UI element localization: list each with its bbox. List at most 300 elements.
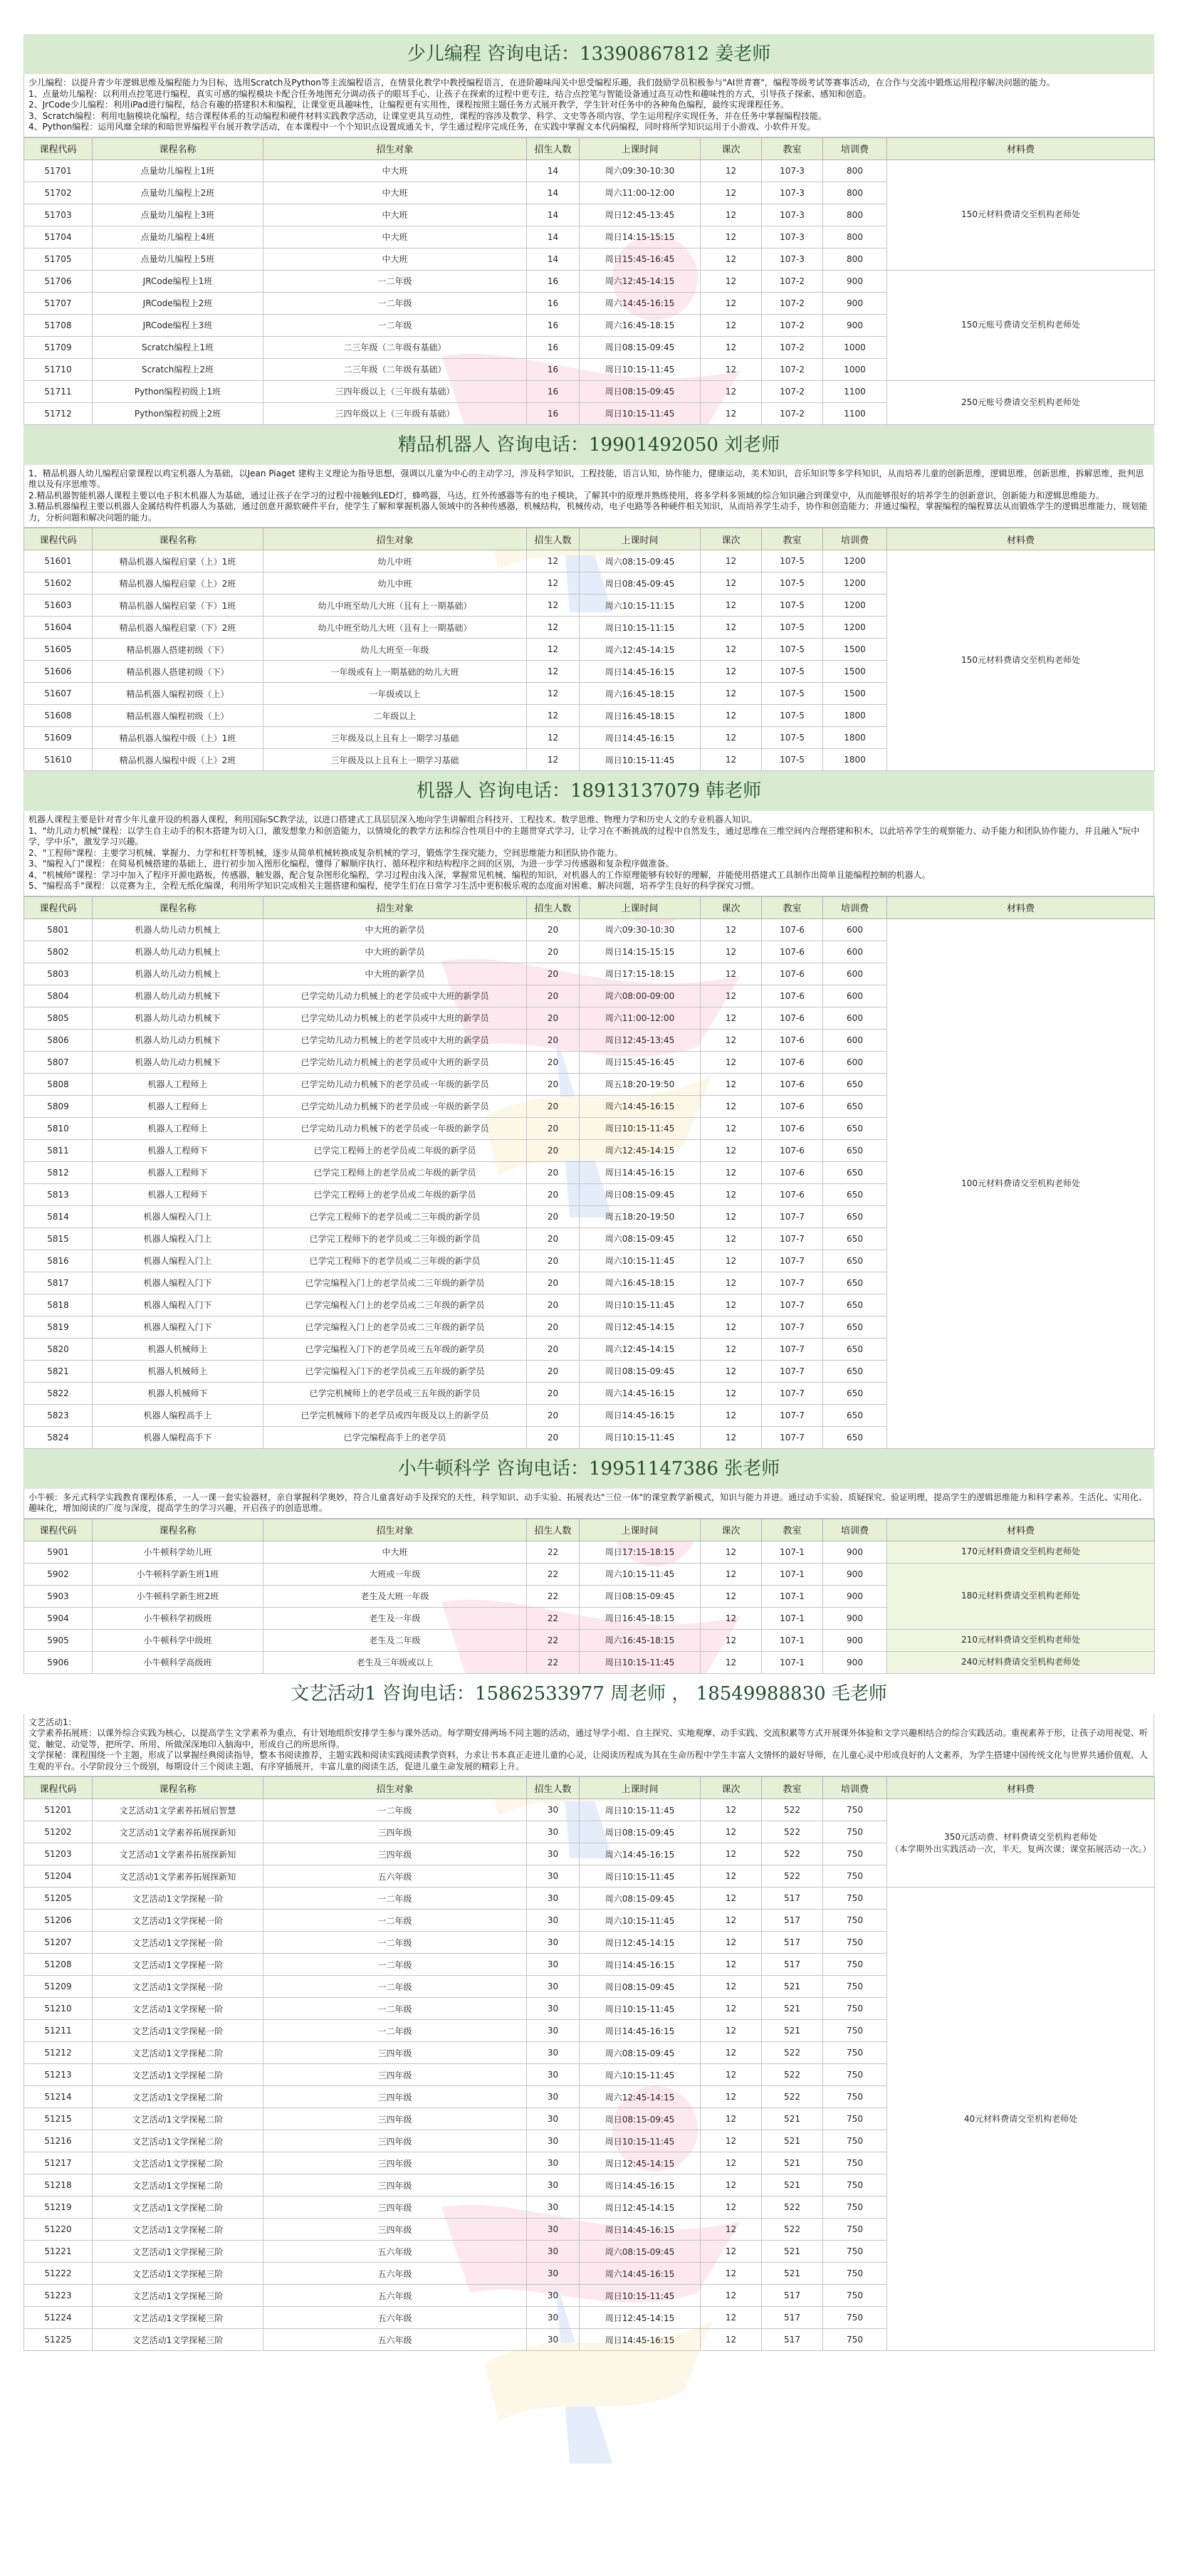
course-code-cell: 5902 bbox=[24, 1563, 93, 1585]
sessions-cell: 12 bbox=[701, 1629, 762, 1651]
column-header: 招生对象 bbox=[263, 1519, 527, 1541]
time-cell: 周日14:45-16:15 bbox=[580, 2174, 701, 2197]
sessions-cell: 12 bbox=[701, 1541, 762, 1563]
target-cell: 已学完幼儿动力机械上的老学员或中大班的新学员 bbox=[263, 1029, 527, 1051]
target-cell: 一二年级 bbox=[263, 292, 527, 314]
time-cell: 周日16:45-18:15 bbox=[580, 1607, 701, 1629]
tuition-cell: 750 bbox=[823, 2263, 887, 2285]
classroom-cell: 107-6 bbox=[762, 1051, 823, 1073]
classroom-cell: 107-6 bbox=[762, 963, 823, 985]
course-code-cell: 51706 bbox=[24, 270, 93, 292]
classroom-cell: 521 bbox=[762, 2130, 823, 2152]
course-name-cell: 机器人编程入门下 bbox=[93, 1294, 263, 1316]
classroom-cell: 107-7 bbox=[762, 1272, 823, 1294]
course-name-cell: 文艺活动1文学探秘一阶 bbox=[93, 1888, 263, 1910]
column-header: 材料费 bbox=[887, 1777, 1155, 1799]
capacity-cell: 30 bbox=[527, 1888, 580, 1910]
capacity-cell: 20 bbox=[527, 1227, 580, 1250]
column-header: 课次 bbox=[701, 1519, 762, 1541]
tuition-cell: 900 bbox=[823, 1585, 887, 1607]
classroom-cell: 107-6 bbox=[762, 941, 823, 963]
target-cell: 已学完工程师上的老学员或二年级的新学员 bbox=[263, 1161, 527, 1183]
course-code-cell: 5904 bbox=[24, 1607, 93, 1629]
classroom-cell: 107-6 bbox=[762, 985, 823, 1007]
target-cell: 三四年级 bbox=[263, 2130, 527, 2152]
classroom-cell: 107-5 bbox=[762, 661, 823, 683]
time-cell: 周日10:15-11:45 bbox=[580, 1426, 701, 1448]
course-name-cell: 机器人编程高手下 bbox=[93, 1426, 263, 1448]
classroom-cell: 107-2 bbox=[762, 380, 823, 402]
target-cell: 已学完工程师上的老学员或二年级的新学员 bbox=[263, 1183, 527, 1205]
course-name-cell: 小牛顿科学新生班1班 bbox=[93, 1563, 263, 1585]
time-cell: 周日10:15-11:45 bbox=[580, 1865, 701, 1888]
capacity-cell: 30 bbox=[527, 2285, 580, 2307]
capacity-cell: 14 bbox=[527, 159, 580, 182]
course-code-cell: 51608 bbox=[24, 705, 93, 727]
classroom-cell: 517 bbox=[762, 2329, 823, 2351]
tuition-cell: 1500 bbox=[823, 661, 887, 683]
column-header: 培训费 bbox=[823, 896, 887, 918]
target-cell: 中大班的新学员 bbox=[263, 918, 527, 941]
sessions-cell: 12 bbox=[701, 159, 762, 182]
material-fee-cell: 240元材料费请交至机构老师处 bbox=[887, 1651, 1155, 1673]
course-name-cell: 精品机器人编程启蒙（上）1班 bbox=[93, 550, 263, 572]
course-code-cell: 5808 bbox=[24, 1073, 93, 1095]
target-cell: 一年级或以上 bbox=[263, 683, 527, 705]
classroom-cell: 521 bbox=[762, 1976, 823, 1998]
sessions-cell: 12 bbox=[701, 314, 762, 336]
course-name-cell: 点量幼儿编程上2班 bbox=[93, 182, 263, 204]
target-cell: 三四年级 bbox=[263, 2152, 527, 2174]
target-cell: 中大班 bbox=[263, 1541, 527, 1563]
time-cell: 周六08:15-09:45 bbox=[580, 2042, 701, 2064]
classroom-cell: 517 bbox=[762, 1954, 823, 1976]
course-name-cell: 机器人幼儿动力机械下 bbox=[93, 1051, 263, 1073]
course-name-cell: 文艺活动1文学探秘二阶 bbox=[93, 2197, 263, 2219]
section-newton-science bbox=[23, 1449, 1154, 1674]
capacity-cell: 30 bbox=[527, 2108, 580, 2130]
time-cell: 周六14:45-16:15 bbox=[580, 1382, 701, 1404]
capacity-cell: 30 bbox=[527, 2064, 580, 2086]
classroom-cell: 107-1 bbox=[762, 1541, 823, 1563]
sessions-cell: 12 bbox=[701, 2263, 762, 2285]
time-cell: 周日14:45-16:15 bbox=[580, 2219, 701, 2241]
sessions-cell: 12 bbox=[701, 572, 762, 595]
target-cell: 已学完编程入门上的老学员或二三年级的新学员 bbox=[263, 1294, 527, 1316]
course-name-cell: 文艺活动1文学探秘一阶 bbox=[93, 1998, 263, 2020]
material-fee-cell: 170元材料费请交至机构老师处 bbox=[887, 1541, 1155, 1563]
tuition-cell: 750 bbox=[823, 2086, 887, 2108]
capacity-cell: 20 bbox=[527, 1117, 580, 1139]
classroom-cell: 521 bbox=[762, 2108, 823, 2130]
material-fee-cell: 210元材料费请交至机构老师处 bbox=[887, 1629, 1155, 1651]
target-cell: 三四年级 bbox=[263, 2174, 527, 2197]
column-header: 课程名称 bbox=[93, 896, 263, 918]
target-cell: 五六年级 bbox=[263, 2263, 527, 2285]
tuition-cell: 900 bbox=[823, 292, 887, 314]
course-name-cell: 机器人编程高手上 bbox=[93, 1404, 263, 1426]
course-code-cell: 51211 bbox=[24, 2020, 93, 2042]
course-name-cell: 文艺活动1文学探秘一阶 bbox=[93, 2020, 263, 2042]
capacity-cell: 20 bbox=[527, 1426, 580, 1448]
time-cell: 周日08:45-09:45 bbox=[580, 572, 701, 595]
classroom-cell: 517 bbox=[762, 2307, 823, 2329]
tuition-cell: 750 bbox=[823, 1888, 887, 1910]
course-table bbox=[23, 528, 1155, 771]
classroom-cell: 107-2 bbox=[762, 270, 823, 292]
course-code-cell: 51218 bbox=[24, 2174, 93, 2197]
sessions-cell: 12 bbox=[701, 1426, 762, 1448]
sessions-cell: 12 bbox=[701, 1865, 762, 1888]
sessions-cell: 12 bbox=[701, 1294, 762, 1316]
capacity-cell: 22 bbox=[527, 1629, 580, 1651]
time-cell: 周日14:45-16:15 bbox=[580, 727, 701, 749]
target-cell: 三四年级 bbox=[263, 2086, 527, 2108]
target-cell: 幼儿中班至幼儿大班（且有上一期基础） bbox=[263, 595, 527, 617]
column-header: 培训费 bbox=[823, 1777, 887, 1799]
target-cell: 五六年级 bbox=[263, 2241, 527, 2263]
course-name-cell: 机器人工程师下 bbox=[93, 1183, 263, 1205]
table-row bbox=[24, 270, 1155, 292]
capacity-cell: 30 bbox=[527, 1843, 580, 1865]
tuition-cell: 650 bbox=[823, 1139, 887, 1161]
sessions-cell: 12 bbox=[701, 1316, 762, 1338]
material-fee-cell: 250元账号费请交至机构老师处 bbox=[887, 380, 1155, 424]
classroom-cell: 107-6 bbox=[762, 1183, 823, 1205]
time-cell: 周日10:15-11:45 bbox=[580, 1294, 701, 1316]
course-name-cell: 精品机器人编程启蒙（下）1班 bbox=[93, 595, 263, 617]
capacity-cell: 16 bbox=[527, 270, 580, 292]
time-cell: 周日08:15-09:45 bbox=[580, 2108, 701, 2130]
tuition-cell: 750 bbox=[823, 1954, 887, 1976]
tuition-cell: 750 bbox=[823, 2174, 887, 2197]
course-name-cell: 机器人幼儿动力机械上 bbox=[93, 963, 263, 985]
time-cell: 周日15:45-16:45 bbox=[580, 1051, 701, 1073]
sessions-cell: 12 bbox=[701, 639, 762, 661]
capacity-cell: 20 bbox=[527, 1029, 580, 1051]
classroom-cell: 107-7 bbox=[762, 1294, 823, 1316]
target-cell: 五六年级 bbox=[263, 1865, 527, 1888]
classroom-cell: 517 bbox=[762, 1888, 823, 1910]
target-cell: 一二年级 bbox=[263, 270, 527, 292]
section-premium-robotics bbox=[23, 425, 1154, 772]
time-cell: 周日12:45-13:45 bbox=[580, 1029, 701, 1051]
sessions-cell: 12 bbox=[701, 292, 762, 314]
tuition-cell: 750 bbox=[823, 2219, 887, 2241]
classroom-cell: 107-7 bbox=[762, 1338, 823, 1360]
capacity-cell: 30 bbox=[527, 2263, 580, 2285]
time-cell: 周五18:20-19:50 bbox=[580, 1073, 701, 1095]
tuition-cell: 750 bbox=[823, 2108, 887, 2130]
time-cell: 周日14:45-16:15 bbox=[580, 1404, 701, 1426]
time-cell: 周六10:15-11:15 bbox=[580, 595, 701, 617]
capacity-cell: 30 bbox=[527, 2042, 580, 2064]
time-cell: 周日14:15-15:15 bbox=[580, 941, 701, 963]
material-fee-cell: 150元材料费请交至机构老师处 bbox=[887, 550, 1155, 771]
section-programming bbox=[23, 34, 1154, 425]
target-cell: 已学完幼儿动力机械上的老学员或中大班的新学员 bbox=[263, 1007, 527, 1029]
classroom-cell: 107-7 bbox=[762, 1316, 823, 1338]
time-cell: 周日08:15-09:45 bbox=[580, 1183, 701, 1205]
tuition-cell: 800 bbox=[823, 159, 887, 182]
capacity-cell: 20 bbox=[527, 1338, 580, 1360]
course-code-cell: 5819 bbox=[24, 1316, 93, 1338]
column-header: 上课时间 bbox=[580, 896, 701, 918]
classroom-cell: 107-6 bbox=[762, 1007, 823, 1029]
tuition-cell: 750 bbox=[823, 1910, 887, 1932]
classroom-cell: 522 bbox=[762, 2086, 823, 2108]
time-cell: 周六14:45-16:15 bbox=[580, 2263, 701, 2285]
target-cell: 已学完编程入门上的老学员或二三年级的新学员 bbox=[263, 1272, 527, 1294]
capacity-cell: 30 bbox=[527, 2130, 580, 2152]
capacity-cell: 12 bbox=[527, 550, 580, 572]
classroom-cell: 107-7 bbox=[762, 1227, 823, 1250]
column-header: 材料费 bbox=[887, 137, 1155, 159]
column-header: 招生人数 bbox=[527, 528, 580, 550]
course-name-cell: 文艺活动1文学探秘三阶 bbox=[93, 2241, 263, 2263]
column-header: 教室 bbox=[762, 528, 823, 550]
course-code-cell: 51701 bbox=[24, 159, 93, 182]
section-title: 精品机器人 咨询电话：19901492050 刘老师 bbox=[23, 425, 1154, 465]
target-cell: 三四年级 bbox=[263, 2064, 527, 2086]
tuition-cell: 750 bbox=[823, 2307, 887, 2329]
course-name-cell: JRCode编程上1班 bbox=[93, 270, 263, 292]
capacity-cell: 30 bbox=[527, 2020, 580, 2042]
time-cell: 周日14:45-16:15 bbox=[580, 2020, 701, 2042]
course-name-cell: 文艺活动1文学探秘二阶 bbox=[93, 2108, 263, 2130]
target-cell: 一二年级 bbox=[263, 1976, 527, 1998]
course-code-cell: 51606 bbox=[24, 661, 93, 683]
column-header: 材料费 bbox=[887, 528, 1155, 550]
classroom-cell: 107-2 bbox=[762, 336, 823, 358]
target-cell: 五六年级 bbox=[263, 2307, 527, 2329]
tuition-cell: 650 bbox=[823, 1272, 887, 1294]
target-cell: 中大班的新学员 bbox=[263, 941, 527, 963]
course-code-cell: 51707 bbox=[24, 292, 93, 314]
course-name-cell: 文艺活动1文学探秘一阶 bbox=[93, 1932, 263, 1954]
time-cell: 周六16:45-18:15 bbox=[580, 683, 701, 705]
classroom-cell: 107-1 bbox=[762, 1629, 823, 1651]
classroom-cell: 107-5 bbox=[762, 572, 823, 595]
sessions-cell: 12 bbox=[701, 727, 762, 749]
material-fee-cell: 40元材料费请交至机构老师处 bbox=[887, 1888, 1155, 2351]
course-code-cell: 51709 bbox=[24, 336, 93, 358]
capacity-cell: 22 bbox=[527, 1541, 580, 1563]
column-header: 课程代码 bbox=[24, 1519, 93, 1541]
sessions-cell: 12 bbox=[701, 1799, 762, 1821]
course-code-cell: 51711 bbox=[24, 380, 93, 402]
course-name-cell: 机器人编程入门上 bbox=[93, 1227, 263, 1250]
classroom-cell: 107-3 bbox=[762, 248, 823, 270]
sessions-cell: 12 bbox=[701, 336, 762, 358]
classroom-cell: 107-3 bbox=[762, 159, 823, 182]
column-header: 课次 bbox=[701, 896, 762, 918]
course-code-cell: 5803 bbox=[24, 963, 93, 985]
course-name-cell: 机器人编程入门上 bbox=[93, 1205, 263, 1227]
time-cell: 周日12:45-14:15 bbox=[580, 2152, 701, 2174]
target-cell: 已学完工程师下的老学员或二三年级的新学员 bbox=[263, 1227, 527, 1250]
sessions-cell: 12 bbox=[701, 1563, 762, 1585]
sessions-cell: 12 bbox=[701, 1976, 762, 1998]
course-code-cell: 51213 bbox=[24, 2064, 93, 2086]
column-header: 材料费 bbox=[887, 896, 1155, 918]
course-code-cell: 5812 bbox=[24, 1161, 93, 1183]
classroom-cell: 522 bbox=[762, 1843, 823, 1865]
target-cell: 一二年级 bbox=[263, 2020, 527, 2042]
course-code-cell: 51610 bbox=[24, 749, 93, 771]
time-cell: 周六10:15-11:45 bbox=[580, 1910, 701, 1932]
sessions-cell: 12 bbox=[701, 2329, 762, 2351]
time-cell: 周日10:15-11:45 bbox=[580, 358, 701, 380]
column-header: 课程名称 bbox=[93, 1519, 263, 1541]
column-header: 课程代码 bbox=[24, 137, 93, 159]
course-code-cell: 5806 bbox=[24, 1029, 93, 1051]
time-cell: 周六12:45-14:15 bbox=[580, 1139, 701, 1161]
sessions-cell: 12 bbox=[701, 2064, 762, 2086]
tuition-cell: 1100 bbox=[823, 402, 887, 424]
sessions-cell: 12 bbox=[701, 1205, 762, 1227]
capacity-cell: 20 bbox=[527, 985, 580, 1007]
capacity-cell: 20 bbox=[527, 1007, 580, 1029]
course-code-cell: 5811 bbox=[24, 1139, 93, 1161]
course-code-cell: 5809 bbox=[24, 1095, 93, 1117]
sessions-cell: 12 bbox=[701, 270, 762, 292]
course-code-cell: 51209 bbox=[24, 1976, 93, 1998]
time-cell: 周六08:15-09:45 bbox=[580, 1227, 701, 1250]
time-cell: 周日10:15-11:45 bbox=[580, 1998, 701, 2020]
tuition-cell: 650 bbox=[823, 1161, 887, 1183]
target-cell: 已学完编程入门下的老学员或三五年级的新学员 bbox=[263, 1338, 527, 1360]
capacity-cell: 20 bbox=[527, 1095, 580, 1117]
time-cell: 周日15:45-16:45 bbox=[580, 248, 701, 270]
course-name-cell: 精品机器人编程初级（上） bbox=[93, 683, 263, 705]
sessions-cell: 12 bbox=[701, 2285, 762, 2307]
tuition-cell: 750 bbox=[823, 2329, 887, 2351]
time-cell: 周六08:15-09:45 bbox=[580, 550, 701, 572]
tuition-cell: 1500 bbox=[823, 683, 887, 705]
column-header: 课次 bbox=[701, 528, 762, 550]
course-name-cell: 机器人幼儿动力机械下 bbox=[93, 1007, 263, 1029]
tuition-cell: 650 bbox=[823, 1338, 887, 1360]
capacity-cell: 12 bbox=[527, 639, 580, 661]
course-code-cell: 51203 bbox=[24, 1843, 93, 1865]
capacity-cell: 20 bbox=[527, 963, 580, 985]
course-name-cell: 点量幼儿编程上4班 bbox=[93, 226, 263, 248]
course-name-cell: 文艺活动1文学探秘二阶 bbox=[93, 2219, 263, 2241]
time-cell: 周日08:15-09:45 bbox=[580, 1976, 701, 1998]
capacity-cell: 16 bbox=[527, 292, 580, 314]
course-code-cell: 5821 bbox=[24, 1360, 93, 1382]
table-row bbox=[24, 1888, 1155, 1910]
capacity-cell: 30 bbox=[527, 1976, 580, 1998]
course-name-cell: 文艺活动1文学素养拓展探新知 bbox=[93, 1821, 263, 1843]
classroom-cell: 107-5 bbox=[762, 617, 823, 639]
target-cell: 幼儿中班至幼儿大班（且有上一期基础） bbox=[263, 617, 527, 639]
sessions-cell: 12 bbox=[701, 2174, 762, 2197]
sessions-cell: 12 bbox=[701, 1117, 762, 1139]
course-name-cell: 文艺活动1文学探秘一阶 bbox=[93, 1976, 263, 1998]
sessions-cell: 12 bbox=[701, 1888, 762, 1910]
column-header: 上课时间 bbox=[580, 1519, 701, 1541]
capacity-cell: 20 bbox=[527, 1051, 580, 1073]
course-code-cell: 51206 bbox=[24, 1910, 93, 1932]
tuition-cell: 1800 bbox=[823, 749, 887, 771]
column-header: 招生对象 bbox=[263, 137, 527, 159]
target-cell: 三四年级 bbox=[263, 2219, 527, 2241]
time-cell: 周六16:45-18:15 bbox=[580, 314, 701, 336]
section-description: 小牛顿：多元式科学实践教育课程体系，一人一课一套实验器材，亲自掌握科学奥妙，符合儿童喜好动手及探究的天性，科学知识、动手实验、拓展表达"三位一体"的课堂教学新模式，知识与能力并进。通过动手实验、质疑探究、验证明理，提高学生的逻辑思维能力和科学素养。生活化、实用化、趣味化，增加阅读的广度与深度，提高学生的学习兴趣，开启孩子的创造思维。 bbox=[23, 1489, 1154, 1519]
target-cell: 幼儿大班至一年级 bbox=[263, 639, 527, 661]
target-cell: 已学完幼儿动力机械上的老学员或中大班的新学员 bbox=[263, 1051, 527, 1073]
target-cell: 已学完工程师下的老学员或二三年级的新学员 bbox=[263, 1250, 527, 1272]
capacity-cell: 20 bbox=[527, 1272, 580, 1294]
tuition-cell: 900 bbox=[823, 314, 887, 336]
material-fee-cell: 150元材料费请交至机构老师处 bbox=[887, 159, 1155, 270]
course-code-cell: 5816 bbox=[24, 1250, 93, 1272]
classroom-cell: 522 bbox=[762, 2042, 823, 2064]
sessions-cell: 12 bbox=[701, 2219, 762, 2241]
column-header: 招生人数 bbox=[527, 1777, 580, 1799]
sessions-cell: 12 bbox=[701, 2020, 762, 2042]
target-cell: 一二年级 bbox=[263, 1910, 527, 1932]
course-code-cell: 51712 bbox=[24, 402, 93, 424]
target-cell: 一年级或有上一期基础的幼儿大班 bbox=[263, 661, 527, 683]
time-cell: 周日08:15-09:45 bbox=[580, 336, 701, 358]
tuition-cell: 800 bbox=[823, 248, 887, 270]
course-code-cell: 51208 bbox=[24, 1954, 93, 1976]
classroom-cell: 521 bbox=[762, 2020, 823, 2042]
sessions-cell: 12 bbox=[701, 2152, 762, 2174]
column-header: 课程代码 bbox=[24, 1777, 93, 1799]
column-header: 招生对象 bbox=[263, 528, 527, 550]
tuition-cell: 600 bbox=[823, 918, 887, 941]
course-table bbox=[23, 1776, 1155, 2351]
course-code-cell: 5815 bbox=[24, 1227, 93, 1250]
course-code-cell: 5823 bbox=[24, 1404, 93, 1426]
section-title: 小牛顿科学 咨询电话：19951147386 张老师 bbox=[23, 1449, 1154, 1489]
course-code-cell: 5822 bbox=[24, 1382, 93, 1404]
time-cell: 周六09:30-10:30 bbox=[580, 918, 701, 941]
course-code-cell: 51202 bbox=[24, 1821, 93, 1843]
time-cell: 周日08:15-09:45 bbox=[580, 380, 701, 402]
time-cell: 周日10:15-11:45 bbox=[580, 2285, 701, 2307]
section-robotics bbox=[23, 771, 1154, 1449]
capacity-cell: 20 bbox=[527, 1360, 580, 1382]
tuition-cell: 1200 bbox=[823, 595, 887, 617]
course-name-cell: 文艺活动1文学素养拓展启智慧 bbox=[93, 1799, 263, 1821]
sessions-cell: 12 bbox=[701, 1932, 762, 1954]
capacity-cell: 14 bbox=[527, 226, 580, 248]
target-cell: 五六年级 bbox=[263, 2329, 527, 2351]
classroom-cell: 107-6 bbox=[762, 1161, 823, 1183]
tuition-cell: 650 bbox=[823, 1382, 887, 1404]
capacity-cell: 20 bbox=[527, 1073, 580, 1095]
time-cell: 周六11:00-12:00 bbox=[580, 1007, 701, 1029]
time-cell: 周日14:15-15:15 bbox=[580, 226, 701, 248]
target-cell: 一二年级 bbox=[263, 1954, 527, 1976]
time-cell: 周日10:15-11:15 bbox=[580, 617, 701, 639]
course-code-cell: 51219 bbox=[24, 2197, 93, 2219]
course-table bbox=[23, 137, 1155, 425]
capacity-cell: 16 bbox=[527, 380, 580, 402]
tuition-cell: 750 bbox=[823, 2285, 887, 2307]
tuition-cell: 1800 bbox=[823, 705, 887, 727]
classroom-cell: 107-5 bbox=[762, 683, 823, 705]
course-name-cell: 文艺活动1文学探秘二阶 bbox=[93, 2174, 263, 2197]
time-cell: 周六12:45-14:15 bbox=[580, 2086, 701, 2108]
capacity-cell: 30 bbox=[527, 1998, 580, 2020]
target-cell: 三年级及以上且有上一期学习基础 bbox=[263, 749, 527, 771]
